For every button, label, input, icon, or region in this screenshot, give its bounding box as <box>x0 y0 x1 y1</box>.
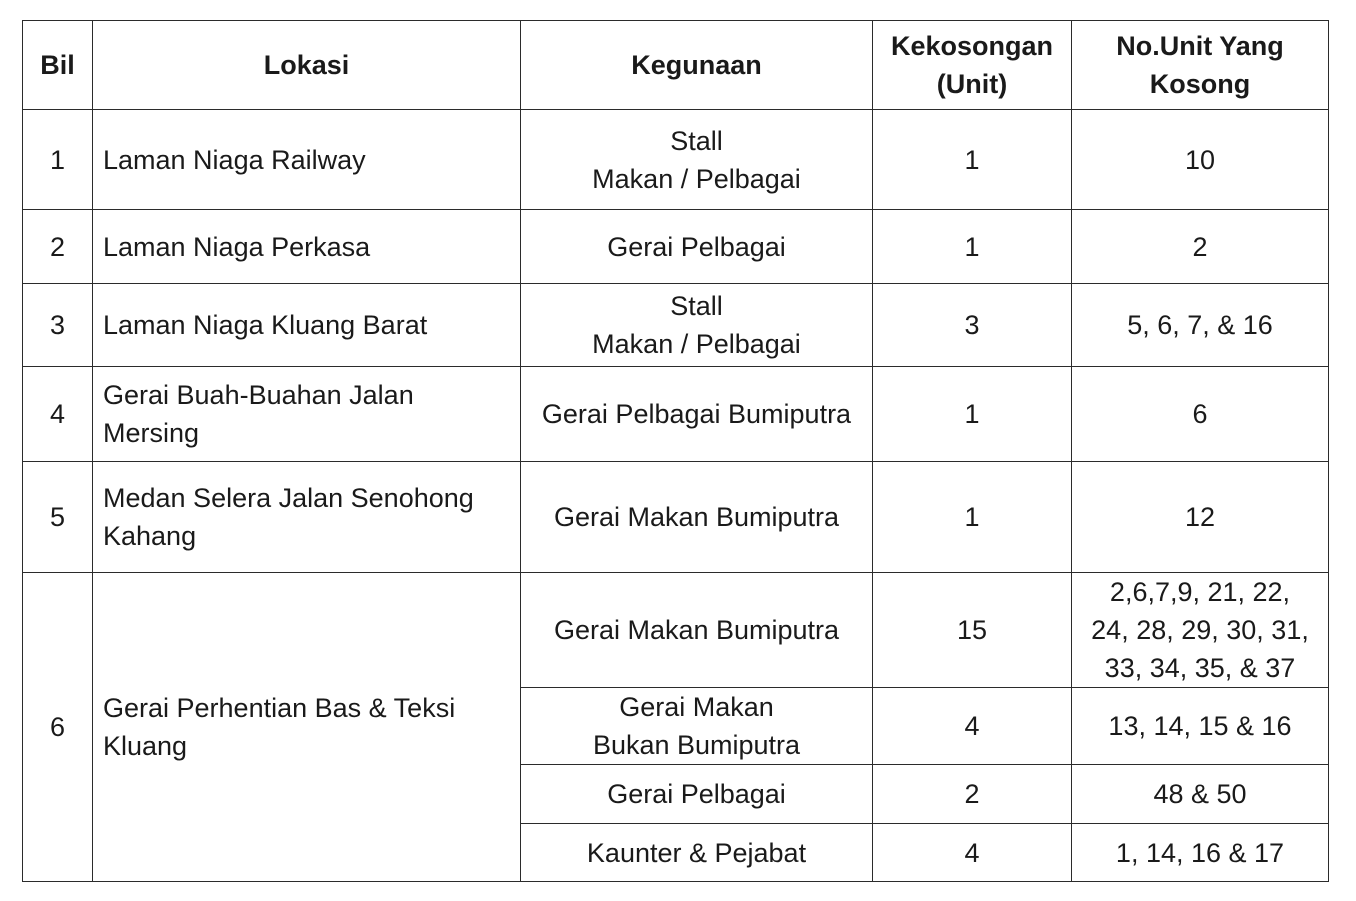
cell-no-unit <box>1072 367 1329 462</box>
cell-no-unit <box>1072 284 1329 367</box>
cell-kegunaan <box>521 210 873 284</box>
cell-lokasi <box>93 210 521 284</box>
cell-text-line: 12 <box>1184 502 1216 532</box>
cell-text-line: 33, 34, 35, & 37 <box>1104 653 1296 683</box>
cell-text-line: 24, 28, 29, 30, 31, <box>1091 615 1309 645</box>
header-kekosongan <box>873 21 1072 110</box>
cell-text-line: Kahang <box>103 521 197 551</box>
header-no-unit-line: Kosong <box>1149 69 1251 99</box>
cell-kekosongan: 1 <box>873 462 1072 573</box>
cell-kekosongan: 1 <box>873 367 1072 462</box>
cell-text-line: Laman Niaga Perkasa <box>103 231 371 262</box>
cell-kegunaan <box>521 824 873 882</box>
cell-text-line: 5, 6, 7, & 16 <box>1127 310 1273 340</box>
cell-bil: 5 <box>23 462 93 573</box>
cell-bil: 4 <box>23 367 93 462</box>
cell-text-line: Gerai Makan <box>619 692 774 722</box>
cell-text-line: Gerai Makan Bumiputra <box>553 502 840 532</box>
header-row <box>23 21 1329 110</box>
cell-text-line: Laman Niaga Railway <box>103 144 366 175</box>
cell-text-line: Laman Niaga Kluang Barat <box>103 310 428 340</box>
cell-kegunaan <box>521 110 873 210</box>
cell-kekosongan: 2 <box>873 765 1072 824</box>
table-row <box>23 573 1329 688</box>
header-no-unit <box>1072 21 1329 110</box>
cell-bil: 3 <box>23 284 93 367</box>
table-row <box>23 210 1329 284</box>
cell-text-line: Gerai Pelbagai Bumiputra <box>541 399 852 429</box>
cell-text-line: Gerai Makan Bumiputra <box>553 615 840 645</box>
cell-text-line: Kaunter & Pejabat <box>586 837 807 868</box>
header-kegunaan: Kegunaan <box>521 21 873 110</box>
table-row <box>23 110 1329 210</box>
cell-text-line: Gerai Pelbagai <box>607 779 786 809</box>
cell-no-unit <box>1072 110 1329 210</box>
table-row <box>23 367 1329 462</box>
cell-lokasi <box>93 367 521 462</box>
cell-text-line: 13, 14, 15 & 16 <box>1108 711 1292 741</box>
cell-kekosongan: 1 <box>873 110 1072 210</box>
cell-text-line: Stall <box>670 125 723 156</box>
cell-text-line: Kluang <box>103 731 188 761</box>
vacancy-table <box>22 20 1329 882</box>
cell-lokasi <box>93 462 521 573</box>
cell-text-line: 6 <box>1192 399 1208 429</box>
cell-text-line: 2,6,7,9, 21, 22, <box>1109 577 1291 607</box>
cell-kekosongan: 1 <box>873 210 1072 284</box>
cell-text-line: 48 & 50 <box>1153 779 1247 809</box>
cell-text-line: Makan / Pelbagai <box>592 329 801 359</box>
cell-kegunaan <box>521 284 873 367</box>
header-bil: Bil <box>23 21 93 110</box>
cell-text-line: Gerai Perhentian Bas & Teksi <box>103 693 456 723</box>
cell-no-unit <box>1072 688 1329 765</box>
table-row <box>23 462 1329 573</box>
cell-lokasi <box>93 573 521 882</box>
table-row <box>23 284 1329 367</box>
cell-kegunaan <box>521 573 873 688</box>
cell-bil: 1 <box>23 110 93 210</box>
cell-no-unit <box>1072 462 1329 573</box>
header-kekosongan-line: Kekosongan <box>890 31 1054 61</box>
header-lokasi: Lokasi <box>93 21 521 110</box>
cell-text-line: Gerai Buah-Buahan Jalan <box>103 380 414 410</box>
cell-kekosongan: 4 <box>873 688 1072 765</box>
cell-text-line: Mersing <box>103 418 200 448</box>
cell-lokasi <box>93 110 521 210</box>
header-kekosongan-line: (Unit) <box>936 69 1008 99</box>
cell-text-line: Medan Selera Jalan Senohong <box>103 483 474 513</box>
cell-kegunaan <box>521 367 873 462</box>
cell-no-unit <box>1072 573 1329 688</box>
cell-kekosongan: 15 <box>873 573 1072 688</box>
cell-text-line: Makan / Pelbagai <box>592 163 801 194</box>
cell-text-line: 1, 14, 16 & 17 <box>1115 837 1285 868</box>
cell-bil: 6 <box>23 573 93 882</box>
cell-text-line: Stall <box>670 291 723 321</box>
cell-text-line: 2 <box>1192 231 1208 262</box>
cell-text-line: 10 <box>1184 144 1216 175</box>
cell-no-unit <box>1072 824 1329 882</box>
header-no-unit-line: No.Unit Yang <box>1116 31 1284 61</box>
cell-text-line: Gerai Pelbagai <box>607 231 786 262</box>
cell-kegunaan <box>521 765 873 824</box>
cell-kegunaan <box>521 688 873 765</box>
cell-bil: 2 <box>23 210 93 284</box>
cell-no-unit <box>1072 210 1329 284</box>
cell-no-unit <box>1072 765 1329 824</box>
cell-lokasi <box>93 284 521 367</box>
cell-kekosongan: 3 <box>873 284 1072 367</box>
cell-text-line: Bukan Bumiputra <box>592 730 801 760</box>
cell-kekosongan: 4 <box>873 824 1072 882</box>
cell-kegunaan <box>521 462 873 573</box>
